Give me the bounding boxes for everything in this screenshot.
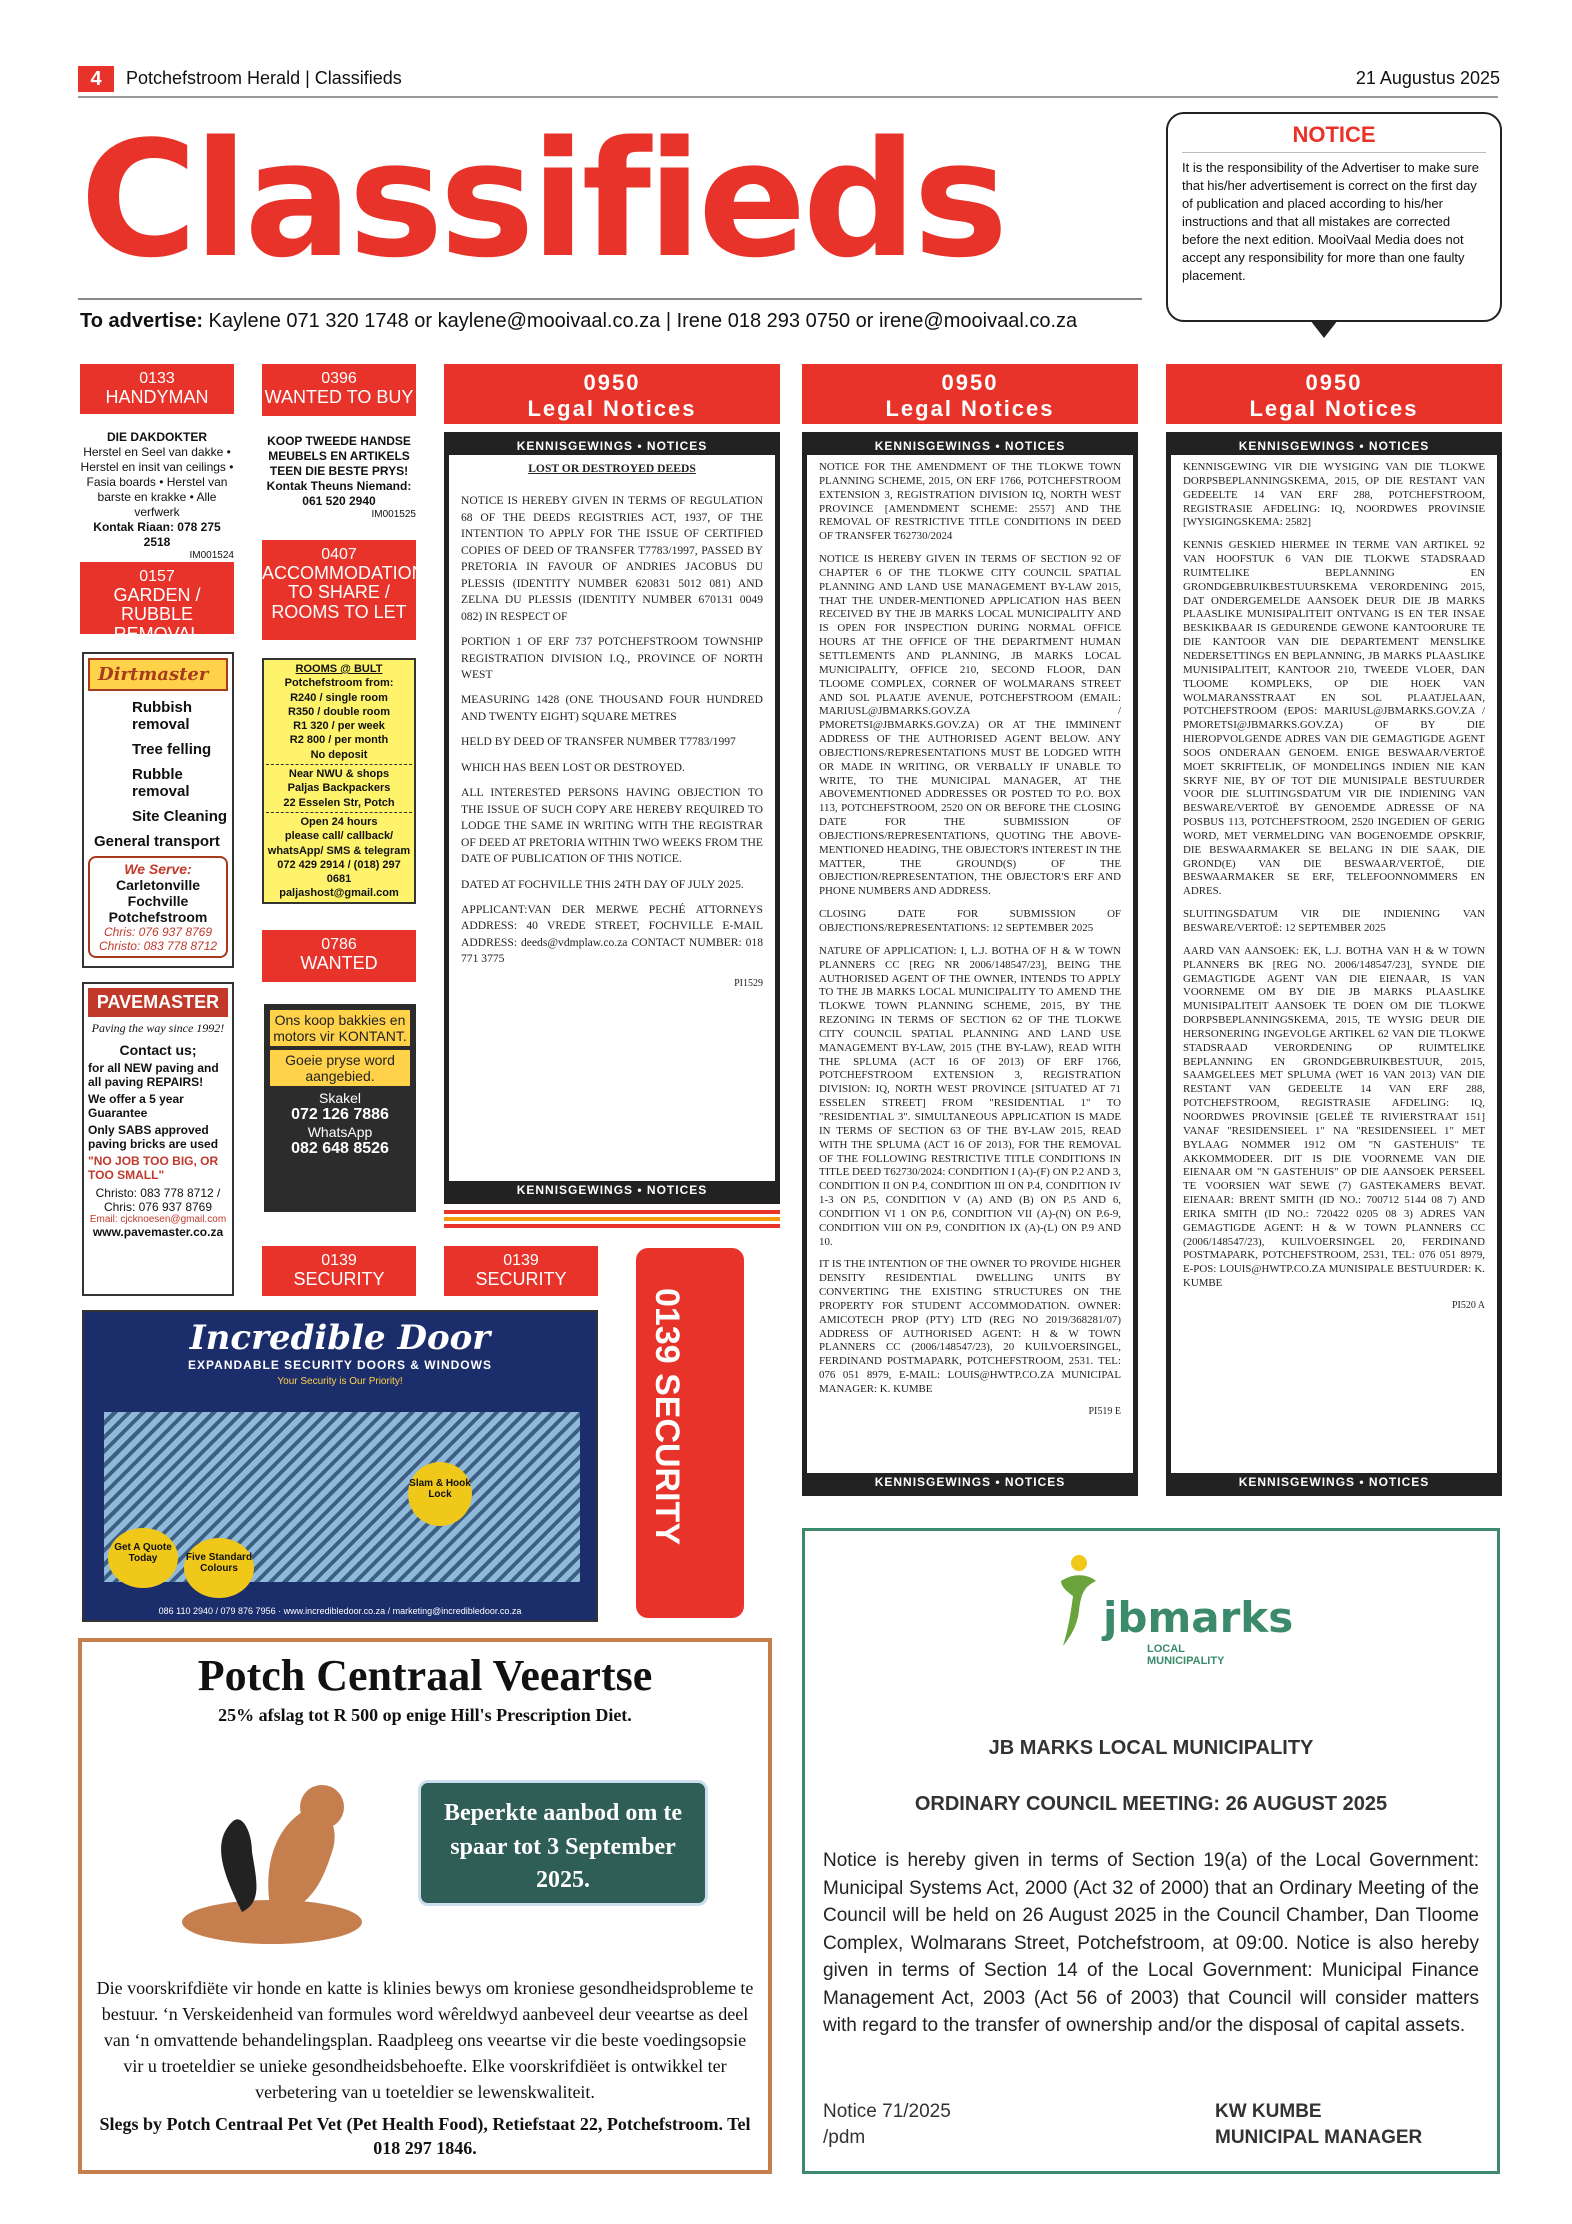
legal-paragraph: AARD VAN AANSOEK: EK, L.J. BOTHA VAN H & W TOWN PLANNERS BK [REG NO. 2006/148547/23], SYNDE DIE GEMAGTIGDE AGENT VAN DIE EIENAAR, IS VAN VOORNEME OM BY DIE JB MARKS PLAASLIKE MUNISIPALITEIT AANSOEK TE DOEN OM DIE TLOKWE DORPSBEPLANNINGSKEMA, 2015, TE WYSIG DEUR DIE HERSONERING INGEVOLGE ARTIKEL 62 VAN DIE TLOKWE STADSRAAD VERORDENING OP RUIMTELIKE BEPLANNING EN GRONDGEBRUIKBESTUUR, 2015, SAAMGELEES MET SPLUMA (WET 16 VAN 2013) VAN DIE RESTANT VAN GEDEELTE 14 VAN ERF 288, POTCHEFSTROOM, REGISTRASIE AFDELING: IQ, NOORDWES PROVINSIE [GELEË TE RIVIERSTRAAT 151] VANAF "RESIDENSIEEL 1" NA "RESIDENSIEEL 1" MET BYLAAG NOMMER 1912 OM "N GASTEHUIS" TE AKKOMMODEER. DIT IS DIE VOORNEME VAN DIE EIENAAR OM "N GASTEHUIS" OP DIE AANSOEK PERSEEL TE VOORSIEN WAT SEWE (7) GASTEKAMERS BEVAT. EIENAAR: BRENT SMITH (ID NO.: 700712 5144 08 7) AND ERIKA SMITH (ID NO.: 720422 0205 08 3) ADRES VAN GEMAGTIGDE AGENT: H & W TOWN PLANNERS CC (2006/148547/23), KUILVOERSINGEL 20, FERDINAND POSTMAPARK, POTCHEFSTROOM, 2531, TEL: 076 051 8979, E-POS: LOUIS@HWTP.CO.ZA MUNISIPALE BESTUURDER: K. KUMBE (1183, 944, 1485, 1290)
legal-paragraph: WHICH HAS BEEN LOST OR DESTROYED. (461, 760, 685, 774)
rooms-price: R2 800 / per month (289, 734, 389, 747)
category-legal-notices (444, 364, 780, 424)
decorative-stripes (444, 1210, 780, 1230)
legal-paragraph: DATED AT FOCHVILLE THIS 24TH DAY OF JULY 2025. (461, 877, 744, 891)
header-rule (78, 96, 1498, 98)
rooms-price: R1 320 / per week (293, 720, 385, 733)
wanted-to-buy-body: KOOP TWEEDE HANDSE MEUBELS EN ARTIKELS TEEN DIE BESTE PRYS! (267, 434, 411, 478)
incredible-door-sub: EXPANDABLE SECURITY DOORS & WINDOWS (188, 1358, 492, 1372)
pavemaster-point: Only SABS approved paving bricks are used (88, 1123, 219, 1151)
category-name: Legal Notices (527, 396, 697, 421)
pavemaster-point: "NO JOB TOO BIG, OR TOO SMALL" (88, 1154, 219, 1182)
category-code: 0786 (321, 936, 357, 953)
rooms-title: ROOMS @ BULT (295, 663, 383, 675)
legal-paragraph: MEASURING 1428 (ONE THOUSAND FOUR HUNDRED AND TWENTY EIGHT) SQUARE METRES (461, 693, 763, 723)
dirtmaster-service: Tree felling (132, 741, 212, 758)
rooms-contact: paljashost@gmail.com (279, 887, 399, 900)
jbmarks-pdm: /pdm (823, 2127, 866, 2148)
legal-paragraph: CLOSING DATE FOR SUBMISSION OF OBJECTIONS/REPRESENTATIONS: 12 SEPTEMBER 2025 (819, 908, 1121, 934)
category-code: 0396 (321, 370, 357, 387)
dirtmaster-service: General transport (94, 833, 220, 850)
pavemaster-point: We offer a 5 year Guarantee (88, 1092, 184, 1120)
jbmarks-notice-no: Notice 71/2025 (823, 2101, 951, 2122)
jbmarks-logo-sub: LOCAL MUNICIPALITY (1147, 1643, 1225, 1667)
rooms-location: Paljas Backpackers (287, 782, 391, 795)
wanted-whatsapp: 082 648 8526 (291, 1140, 389, 1157)
notices-band: KENNISGEWINGS • NOTICES (1171, 1473, 1497, 1491)
legal-paragraph: KENNISGEWING VIR DIE WYSIGING VAN DIE TLOKWE DORPSBEPLANNINGSKEMA, 2015, OP DIE RESTANT VAN GEDEELTE 14 VAN ERF 288, POTCHEFSTROOM, REGISTRASIE AFDELING: IQ, NOORDWES PROVINSIE [WYSIGINGSKEMA: 2582] (1183, 461, 1485, 529)
handyman-ad (80, 430, 234, 563)
wanted-skakel: 072 126 7886 (291, 1106, 389, 1123)
legal-paragraph: NOTICE FOR THE AMENDMENT OF THE TLOKWE TOWN PLANNING SCHEME, 2015, ON ERF 1766, POTCHEFSTROOM EXTENSION 3, REGISTRATION DIVISION IQ, NORTH WEST PROVINCE [AMENDMENT SCHEME: 2557] AND THE REMOVAL OF RESTRICTIVE TITLE CONDITIONS IN DEED OF TRANSFER T62730/2024 (819, 461, 1121, 543)
pavemaster-ad (82, 982, 234, 1296)
handyman-ad-title: DIE DAKDOKTER (106, 430, 207, 444)
security-big-label (636, 1248, 744, 1618)
jbmarks-notice (802, 1528, 1500, 2174)
legal-paragraph: PORTION 1 OF ERF 737 POTCHEFSTROOM TOWNSHIP REGISTRATION DIVISION I.Q., PROVINCE OF NORTH WEST (461, 635, 763, 681)
advertise-line (80, 310, 1077, 333)
category-name: Legal Notices (1249, 396, 1419, 421)
legal-notice-rezoning-1766 (802, 432, 1138, 1496)
dirtmaster-serve-label: We Serve: (124, 861, 192, 877)
dirtmaster-ad (82, 652, 234, 968)
wanted-to-buy-ref: IM001525 (371, 509, 416, 520)
pavemaster-email: Email: cjcknoesen@gmail.com (89, 1214, 227, 1225)
incredible-door-footer: 086 110 2940 / 079 876 7956 · www.incredibledoor.co.za / marketing@incredibledoor.co.za (158, 1606, 522, 1616)
dirtmaster-contact: Chris: 076 937 8769 (103, 925, 213, 939)
category-name: WANTED TO BUY (264, 386, 414, 407)
handyman-ad-body: Herstel en Seel van dakke • Herstel en insit van ceilings • Fasia boards • Herstel van barste en krakke • Alle verfwerk (80, 445, 234, 519)
vet-footer: Slegs by Potch Centraal Pet Vet (Pet Health Food), Retiefstaat 22, Potchefstroom. Tel 018 297 1846. (99, 2114, 751, 2159)
handyman-ad-ref: IM001524 (189, 550, 234, 561)
advertise-contacts: Kaylene 071 320 1748 or kaylene@mooivaal.co.za | Irene 018 293 0750 or irene@mooivaal.co.za (203, 310, 1078, 332)
category-wanted-to-buy (262, 364, 416, 416)
wanted-to-buy-contact: Kontak Theuns Niemand: 061 520 2940 (266, 479, 412, 508)
dirtmaster-service: Rubbish removal (132, 699, 192, 733)
category-name: GARDEN / RUBBLE REMOVAL (113, 584, 201, 645)
legal-notice-rezoning-288 (1166, 432, 1502, 1496)
legal-paragraph: NATURE OF APPLICATION: I, L.J. BOTHA OF H & W TOWN PLANNERS CC [REG NR 2006/148547/23], BEING THE AUTHORISED AGENT OF THE OWNER, INTENDS TO APPLY TO THE JB MARKS LOCAL MUNICIPALITY TO AMEND THE TLOKWE TOWN PLANNING SCHEME, 2015, BY THE REZONING IN TERMS OF SECTION 62 OF THE TLOKWE CITY COUNCIL SPATIAL PLANNING AND LAND USE MANAGEMENT BY-LAW, 2015 (THE BY-LAW), READ WITH THE SPLUMA (ACT 16 OF 2013) OF ERF 1766, POTCHEFSTROOM EXTENSION 3, REGISTRATION DIVISION: IQ, NORTH WEST PROVINCE [SITUATED AT 71 ESSELEN STREET] FROM "RESIDENTIAL 1" TO "RESIDENTIAL 3". SIMULTANEOUS APPLICATION IS MADE IN TERMS OF SECTION 63 OF THE BY-LAW 2015, READ WITH THE SPLUMA (ACT 16 OF 2013), FOR THE REMOVAL OF THE FOLLOWING RESTRICTIVE TITLE CONDITIONS IN TITLE DEED T62730/2024: CONDITION I (A)-(F) ON P.2 AND 3, CONDITION II ON P.4, CONDITION III ON P.4, CONDITION IV 1-3 ON P.5, CONDITION V (A) AND (B) ON P.5 AND 6, CONDITION VI 1 ON P.6, CONDITION VII (A)-(N) ON P.6-9, CONDITION VIII ON P.9, CONDITION IX (A)-(L) ON P.9 AND 10. (819, 944, 1121, 1248)
pet-silhouette-icon (162, 1752, 382, 1952)
legal-paragraph: NOTICE IS HEREBY GIVEN IN TERMS OF REGULATION 68 OF THE DEEDS REGISTRIES ACT, 1937, OF THE INTENTION TO APPLY FOR THE ISSUE OF CERTIFIED COPIES OF DEED OF TRANSFER T7783/1997, PASSED BY PRETORIA IN FAVOUR OF ANDRIES JACOBUS DU PLESSIS (IDENTITY NUMBER 620831 5012 081) AND ZELNA DU PLESSIS (IDENTITY NUMBER 670131 0049 082) IN RESPECT OF (461, 494, 763, 623)
wanted-skakel-label: Skakel (318, 1090, 362, 1106)
pavemaster-tagline: Paving the way since 1992! (91, 1021, 225, 1035)
legal-paragraph: APPLICANT:VAN DER MERWE PECHÉ ATTORNEYS ADDRESS: 40 VREDE STREET, FOCHVILLE E-MAIL ADDRESS: deeds@vdmplaw.co.za CONTACT NUMBER: 018 771 3775 (461, 902, 763, 966)
rooms-subtitle: Potchefstroom from: (284, 677, 394, 690)
category-code: 0139 (503, 1252, 539, 1269)
category-security (262, 1246, 416, 1296)
rooms-location: Near NWU & shops (288, 768, 390, 781)
dirtmaster-town: Fochville (127, 893, 189, 909)
title-rule (78, 298, 1142, 300)
notice-heading: NOTICE (1182, 122, 1486, 153)
running-head: Potchefstroom Herald | Classifieds (126, 68, 402, 88)
category-code: 0139 (321, 1252, 357, 1269)
issue-date: 21 Augustus 2025 (1355, 68, 1500, 88)
notices-band: KENNISGEWINGS • NOTICES (807, 1473, 1133, 1491)
legal-ref: PI519 E (1088, 1405, 1121, 1417)
advertise-label: To advertise: (80, 310, 203, 332)
wanted-to-buy-ad (262, 434, 416, 522)
legal-paragraph: NOTICE IS HEREBY GIVEN IN TERMS OF SECTION 92 OF CHAPTER 6 OF THE TLOKWE CITY COUNCIL SPATIAL PLANNING AND LAND USE MANAGEMENT BY-LAW 2015, THAT THE UNDER-MENTIONED APPLICATION HAS BEEN RECEIVED BY THE JB MARKS LOCAL MUNICIPALITY AND IS OPEN FOR INSPECTION DURING NORMAL OFFICE HOURS AT THE OFFICE OF THE DEPARTMENT HUMAN SETTLEMENTS AND PLANNING, JB MARKS LOCAL MUNICIPALITY, OFFICE 210, SECOND FLOOR, DAN TLOOME COMPLEX, CORNER OF WOLMARANS STREET AND SOL PLAATJE AVENUE, POTCHEFSTROOM (EMAIL: MARIUSL@JBMARKS.GOV.ZA / PMORETSI@JBMARKS.GOV.ZA) OR AT THE IMMINENT ADDRESS OF THE AUTHORISED AGENT BELOW. ANY OBJECTIONS/REPRESENTATIONS MUST BE LODGED WITH OR MADE IN WRITING, OR VERBALLY IF UNABLE TO WRITE, TO THE MUNICIPAL MANAGER, AT THE ABOVEMENTIONED ADDRESSES OR POSTED TO P.O. BOX 113, POTCHEFSTROOM, 2520 ON OR BEFORE THE CLOSING DATE FOR THE SUBMISSION OF OBJECTIONS/REPRESENTATIONS, QUOTING THE ABOVE-MENTIONED HEADING, THE OBJECTOR'S INTEREST IN THE MATTER, THE GROUND(S) OF THE OBJECTION/REPRESENTATION, THE OBJECTOR'S ERF AND PHONE NUMBERS AND ADDRESS. (819, 553, 1121, 898)
handyman-ad-contact: Kontak Riaan: 078 275 2518 (93, 520, 221, 549)
incredible-door-brand: Incredible Door (189, 1318, 491, 1358)
legal-ref: PI520 A (1451, 1299, 1485, 1311)
wanted-ad (264, 1004, 416, 1212)
pavemaster-contact-label: Contact us; (119, 1042, 197, 1058)
pavemaster-phone: Christo: 083 778 8712 / (95, 1186, 221, 1200)
jbmarks-meeting: ORDINARY COUNCIL MEETING: 26 AUGUST 2025 (914, 1793, 1388, 1815)
category-code: 0157 (139, 568, 175, 585)
rooms-price: R240 / single room (290, 691, 388, 704)
category-code: 0950 (583, 370, 641, 395)
jbmarks-body: Notice is hereby given in terms of Section 19(a) of the Local Government: Municipal Systems Act, 2000 (Act 32 of 2000) that an Ordinary Meeting of the Council will be held on 26 August 2025 in the Council Chamber, Dan Tloome Complex, Wolmarans Street, Potchefstroom, at 09:00. Notice is also hereby given in terms of Section 14 of the Local Government: Municipal Finance Management Act, 2003 (Act 56 of 2003) that Council will consider matters with regard to the transfer of ownership and/or the disposal of capital assets. (823, 1850, 1479, 2037)
notices-band: KENNISGEWINGS • NOTICES (449, 437, 775, 455)
category-name: WANTED (300, 952, 378, 973)
category-accommodation (262, 540, 425, 640)
jbmarks-logo-text: jbmarks (1103, 1593, 1294, 1642)
incredible-door-ad (82, 1310, 598, 1622)
legal-paragraph: SLUITINGSDATUM VIR DIE INDIENING VAN BESWARE/VERTOË: 12 SEPTEMBER 2025 (1183, 908, 1485, 934)
vet-offer-box: Beperkte aanbod om te spaar tot 3 September 2025. (418, 1780, 708, 1906)
legal-paragraph: ALL INTERESTED PERSONS HAVING OBJECTION TO THE ISSUE OF SUCH COPY ARE HEREBY REQUIRED TO LODGE THE SAME IN WRITING WITH THE REGISTRAR OF DEED AT PRETORIA WITHIN TWO WEEKS FROM THE DATE OF PUBLICATION OF THIS NOTICE. (461, 786, 763, 866)
category-legal-notices (1166, 364, 1502, 424)
dirtmaster-contact: Christo: 083 778 8712 (98, 939, 218, 953)
dirtmaster-service: Rubble removal (132, 766, 190, 800)
dirtmaster-service: Site Cleaning (132, 808, 228, 825)
category-wanted (262, 930, 416, 982)
category-name: SECURITY (293, 1268, 385, 1289)
section-title: Classifieds (80, 106, 1005, 293)
wanted-line2: Goeie pryse word aangebied. (270, 1050, 410, 1086)
wanted-line1: Ons koop bakkies en motors vir KONTANT. (270, 1010, 410, 1046)
legal-notice-deeds (444, 432, 780, 1204)
lock-badge: Slam & Hook Lock (408, 1462, 472, 1526)
rooms-contact: 072 429 2914 / (018) 297 0681 (277, 858, 401, 886)
rooms-price: R350 / double room (287, 705, 391, 718)
category-name: Legal Notices (885, 396, 1055, 421)
legal-notice-title: LOST OR DESTROYED DEEDS (528, 462, 696, 475)
legal-paragraph: HELD BY DEED OF TRANSFER NUMBER T7783/1997 (461, 735, 736, 749)
legal-ref: PI1529 (734, 977, 763, 989)
rooms-contact: please call/ callback/ whatsApp/ SMS & telegram (267, 830, 411, 857)
colours-badge: Five Standard Colours (184, 1538, 254, 1598)
category-code: 0133 (139, 370, 175, 387)
security-big-text: 0139 SECURITY (647, 1288, 686, 1545)
rooms-price: No deposit (310, 748, 368, 761)
category-security (444, 1246, 598, 1296)
category-code: 0407 (321, 546, 357, 563)
incredible-door-tag: Your Security is Our Priority! (277, 1376, 403, 1387)
category-name: HANDYMAN (105, 386, 209, 407)
rooms-location: 22 Esselen Str, Potch (283, 796, 395, 809)
legal-paragraph: IT IS THE INTENTION OF THE OWNER TO PROVIDE HIGHER DENSITY RESIDENTIAL DWELLING UNITS BY CONVERTING THE EXISTING STRUCTURES ON THE PROPERTY FOR STUDENT ACCOMMODATION. OWNER: AMICOTECH PROP (PTY) LTD (REG NO 2019/368281/07) ADDRESS OF AUTHORISED AGENT: H & W TOWN PLANNERS CC (2006/148547/23), 20 KUILVOERSINGEL, FERDINAND POSTMAPARK, POTCHEFSTROOM, 2531. TEL: 076 051 8979, E-MAIL: LOUIS@HWTP.CO.ZA MUNICIPAL MANAGER: K. KUMBE (819, 1258, 1121, 1395)
wanted-whatsapp-label: WhatsApp (307, 1124, 373, 1140)
quote-badge: Get A Quote Today (108, 1528, 178, 1588)
notices-band: KENNISGEWINGS • NOTICES (807, 437, 1133, 455)
legal-paragraph: KENNIS GESKIED HIERMEE IN TERME VAN ARTIKEL 92 VAN HOOFSTUK 6 VAN DIE TLOKWE STADSRAAD RUIMTELIKE BEPLANNING EN GRONDGEBRUIKBESTUURSKEMA VERORDENING 2015, DAT ONDERGEMELDE AANSOEK DEUR DIE JB MARKS PLAASLIKE MUNISIPALITEIT ONTVANG IS EN TER INSAE BESKIKBAAR IS GEDURENDE GEWONE KANTOORURE TE DIE KANTOOR VAN DIE DEPARTEMENT MENSLIKE NEDERSETTINGS EN BEPLANNING, JB MARKS PLAASLIKE MUNISIPALITEIT, KANTOOR 210, TWEEDE VLOER, DAN TLOOME KOMPLEKS, OP DIE HOEK VAN WOLMARANSSTRAAT EN SOL PLAATJELAAN, POTCHEFSTROOM (EPOS: MARIUSL@JBMARKS.GOV.ZA / PMORETSI@JBMARKS.GOV.ZA) OF BY DIE HIEROPVOLGENDE ADRES VAN DIE GEMAGTIGDE AGENT SOOS ONDERAAN GENOEM. ENIGE BESWAAR/VERTOË MOET SKRIFTELIK, OF MONDELINGS INDIEN NIE KAN SKRYF NIE, BY OF TOT DIE MUNISIPALE BESTUURDER VOOR DIE SLUITINGSDATUM VIR DIE INDIENING VAN BESWARE/VERTOË BY GENOEMDE ADRESSE OF NA POSBUS 113, POTCHEFSTROOM, 2520 INGEDIEN OF GERIG WORD, MET VERMELDING VAN BOGENOEMDE OPSKRIF, DIE BESWAARMAKER SE BELANG IN DIE SAAK, DIE GROND(E) VAN DIE BESWAAR/VERTOË, DIE BESWAARMAKER SE ERF, TELEFOONNOMMERS EN ADRES. (1183, 539, 1485, 898)
notices-band: KENNISGEWINGS • NOTICES (1171, 437, 1497, 455)
jbmarks-name: JB MARKS LOCAL MUNICIPALITY (988, 1737, 1314, 1759)
category-code: 0950 (941, 370, 999, 395)
dirtmaster-town: Potchefstroom (108, 909, 208, 925)
rooms-contact: Open 24 hours (300, 815, 378, 828)
notices-band: KENNISGEWINGS • NOTICES (449, 1181, 775, 1199)
notice-box (1166, 112, 1502, 322)
page-number: 4 (78, 66, 114, 92)
vet-offer: 25% afslag tot R 500 op enige Hill's Prescription Diet. (218, 1705, 632, 1725)
vet-body: Die voorskrifdiëte vir honde en katte is klinies bewys om kroniese gesondheidsprobleme te bestuur. ‘n Verskeidenheid van formules word wêreldwyd aanbeveel deur veeartse as deel van ‘n omvattende behandelingsplan. Raadpleeg ons veeartse vir die beste voedingsopsie vir u troeteldier se unieke gesondheidsbehoefte. Elke voorskrifdiëet is ontwikkel ter verbetering van u toeteldier se lewenskwaliteit. (96, 1978, 754, 2102)
dirtmaster-logo: Dirtmaster (88, 658, 228, 691)
rooms-ad (262, 658, 416, 904)
category-name: ACCOMMODATION TO SHARE / ROOMS TO LET (262, 562, 425, 623)
jbmarks-signatory-title: MUNICIPAL MANAGER (1215, 2127, 1423, 2148)
category-code: 0950 (1305, 370, 1363, 395)
pavemaster-logo: PAVEMASTER (88, 988, 228, 1017)
category-handyman (80, 364, 234, 414)
jbmarks-figure-icon (1051, 1551, 1101, 1651)
pavemaster-phone: Chris: 076 937 8769 (103, 1200, 213, 1214)
vet-title: Potch Centraal Veeartse (197, 1651, 653, 1700)
pavemaster-web: www.pavemaster.co.za (92, 1225, 224, 1239)
dirtmaster-town: Carletonville (115, 877, 201, 893)
notice-text: It is the responsibility of the Advertiser to make sure that his/her advertisement is correct on the first day of publication and placed according to his/her instructions and that all mistakes are corrected before the next edition. MooiVaal Media does not accept any responsibility for more than one faulty placement. (1182, 160, 1479, 283)
category-name: SECURITY (475, 1268, 567, 1289)
category-legal-notices (802, 364, 1138, 424)
jbmarks-logo (1051, 1551, 1294, 1671)
jbmarks-signatory: KW KUMBE (1215, 2101, 1322, 2122)
notice-bubble-tail (1310, 320, 1338, 338)
category-garden-rubble (80, 562, 234, 645)
pavemaster-point: for all NEW paving and all paving REPAIRS! (88, 1061, 219, 1089)
vet-ad (78, 1638, 772, 2174)
